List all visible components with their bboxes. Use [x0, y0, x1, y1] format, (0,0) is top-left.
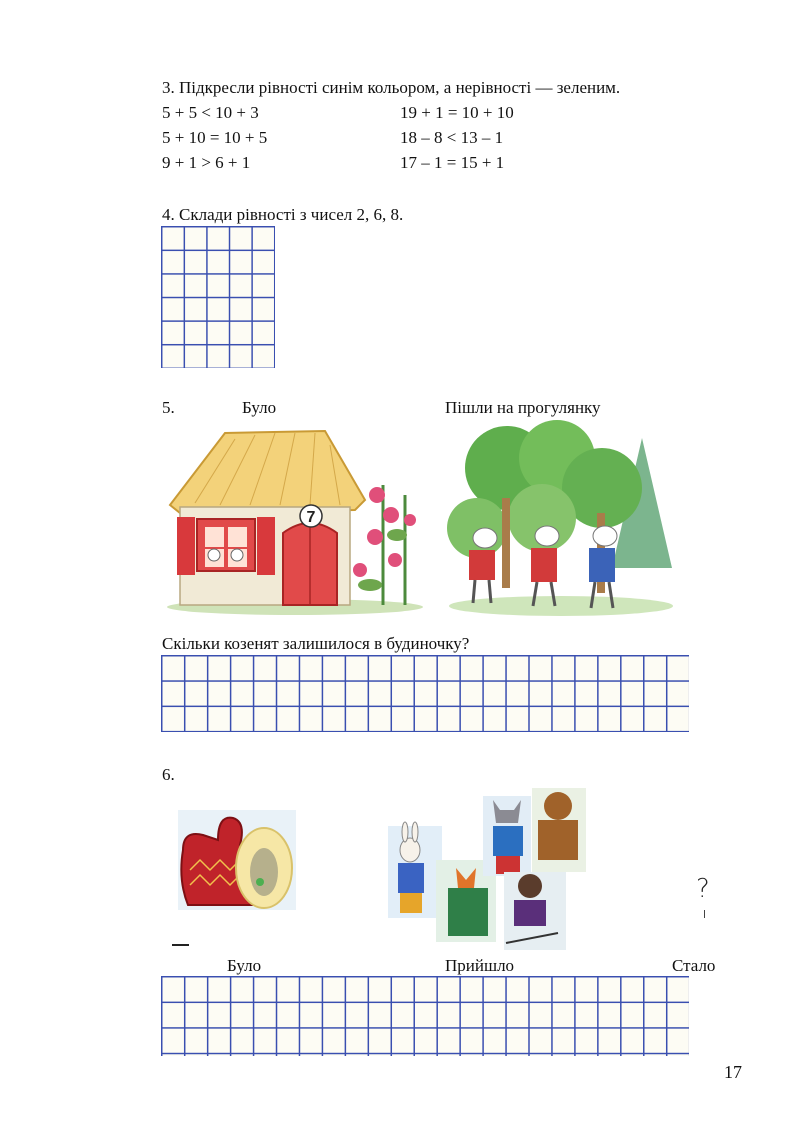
task6-label-was: Було	[227, 956, 262, 975]
task3-right-3: 17 – 1 = 15 + 1	[400, 153, 505, 172]
task3-left-1: 5 + 5 < 10 + 3	[162, 103, 259, 122]
task5-answer-grid[interactable]	[161, 655, 689, 732]
task6-number: 6.	[162, 765, 175, 784]
task5-number: 5.	[162, 398, 175, 417]
house-number: 7	[306, 509, 316, 526]
task4-title: 4. Склади рівності з чисел 2, 6, 8.	[162, 205, 404, 224]
task5-label-before: Було	[242, 398, 277, 417]
task6-label-became: Стало	[672, 956, 716, 975]
task3-right-2: 18 – 8 < 13 – 1	[400, 128, 504, 147]
task4-grid[interactable]	[161, 226, 275, 368]
task3-left-3: 9 + 1 > 6 + 1	[162, 153, 251, 172]
page-number: 17	[724, 1062, 742, 1082]
question-mark: ?	[696, 874, 710, 904]
task5-label-after: Пішли на прогулянку	[445, 398, 601, 417]
task3-right-1: 19 + 1 = 10 + 10	[400, 103, 514, 122]
house-illustration	[165, 425, 430, 615]
animals-illustration	[388, 788, 588, 950]
task6-label-came: Прийшло	[445, 956, 515, 975]
mitten-illustration	[178, 810, 296, 910]
task3-left-2: 5 + 10 = 10 + 5	[162, 128, 268, 147]
task6-answer-grid[interactable]	[161, 976, 689, 1056]
question-mark-tick	[704, 910, 705, 918]
forest-walk-illustration	[447, 418, 675, 616]
dash-mark	[172, 944, 189, 946]
task5-question: Скільки козенят залишилося в будиночку?	[162, 634, 470, 653]
task3-title: 3. Підкресли рівності синім кольором, а нерівності — зеленим.	[162, 78, 621, 97]
